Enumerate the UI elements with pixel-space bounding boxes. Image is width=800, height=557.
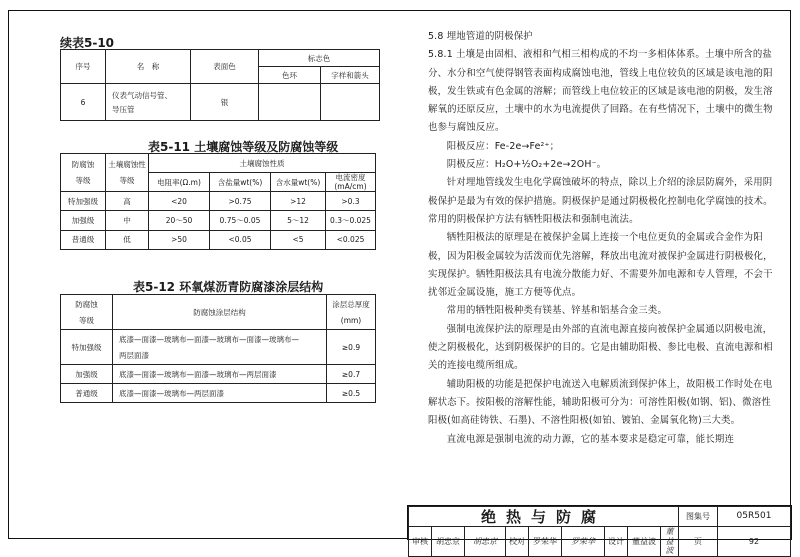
cell-grade: 加强级 — [61, 211, 106, 230]
header-props: 土壤腐蚀性质 — [149, 154, 376, 173]
cell-grade: 加强级 — [61, 365, 113, 384]
cell-resistivity: >50 — [149, 230, 210, 249]
cathode-reaction — [428, 156, 778, 174]
cell-current: >0.3 — [326, 192, 376, 211]
cell-soil: 低 — [106, 230, 149, 249]
paragraph-sacrificial-anode: 牺牲阳极法的原理是在被保护金属上连接一个电位更负的金属或合金作为阳极，因为阳极金属较为活泼而优先溶解，释放出电流对被保护金属进行阴极极化，实现保护。牺牲阳极法具有电流分散能力好、不需要外加电源和专人管理，不会干扰邻近金属设施，施工方便等优点。 — [428, 232, 773, 299]
cell-thickness: ≥0.9 — [327, 330, 376, 365]
cell-no: 6 — [61, 84, 106, 121]
cell-name-line1: 仪表气动信号管、 — [112, 90, 172, 100]
title-block — [407, 505, 792, 556]
cathode-label: 阴极反应： — [446, 159, 495, 171]
design-name: 董益波 — [628, 527, 661, 557]
cell-resistivity: 20～50 — [149, 211, 210, 230]
cell-resistivity: <20 — [149, 192, 210, 211]
cell-soil: 中 — [106, 211, 149, 230]
cell-name — [106, 84, 191, 121]
paragraph-impressed-current: 强制电流保护法的原理是由外部的直流电源直接向被保护金属通以阴极电流，使之阴极极化，达到阴极保护的目的。它是由辅助阳极、参比电极、直流电源和相关的连接电缆所组成。 — [428, 323, 773, 372]
cell-salt: >0.75 — [210, 192, 271, 211]
cell-name-line2: 导压管 — [112, 104, 135, 114]
header-soil-l1: 土壤腐蚀性 — [108, 160, 146, 169]
cell-water: <5 — [271, 230, 326, 249]
table-row — [61, 365, 376, 384]
cell-structure-l2: 两层面漆 — [119, 350, 149, 360]
header-grade — [61, 154, 106, 192]
review-label: 审核 — [409, 527, 432, 557]
table-5-12-caption: 表5-12 环氧煤沥青防腐漆涂层结构 — [133, 280, 324, 294]
cell-grade: 普通级 — [61, 384, 113, 403]
header-thickness — [327, 295, 376, 330]
cell-salt: <0.05 — [210, 230, 271, 249]
cell-current: 0.3～0.025 — [326, 211, 376, 230]
cell-thickness: ≥0.7 — [327, 365, 376, 384]
header-text-arrow: 字样和箭头 — [321, 67, 380, 84]
header-ring: 色环 — [259, 67, 321, 84]
cell-structure — [113, 330, 327, 365]
cell-current: <0.025 — [326, 230, 376, 249]
header-soil — [106, 154, 149, 192]
table-5-12 — [60, 294, 376, 403]
table-row — [61, 330, 376, 365]
atlas-label: 图集号 — [679, 507, 718, 527]
table-row — [61, 384, 376, 403]
review-name: 胡忠京 — [432, 527, 465, 557]
cell-water: >12 — [271, 192, 326, 211]
paragraph-dc-power: 直流电源是强制电流的动力源，它的基本要求是稳定可靠，能长期连 — [446, 433, 735, 445]
design-label: 设计 — [605, 527, 628, 557]
page-label: 页 — [679, 527, 718, 557]
cell-salt: 0.75～0.05 — [210, 211, 271, 230]
header-salt: 含盐量wt(%) — [210, 173, 271, 192]
cell-ring — [259, 84, 321, 121]
review-signature: 胡忠京 — [465, 527, 506, 557]
cell-thickness: ≥0.5 — [327, 384, 376, 403]
title-block-table — [408, 506, 791, 557]
header-resistivity: 电阻率(Ω.m) — [149, 173, 210, 192]
header-mark: 标志色 — [259, 50, 380, 67]
header-grade-l1: 防腐蚀 — [75, 299, 98, 309]
check-label: 校对 — [506, 527, 529, 557]
header-structure: 防腐蚀涂层结构 — [113, 295, 327, 330]
cell-water: 5～12 — [271, 211, 326, 230]
paragraph-auxiliary-anode: 辅助阳极的功能是把保护电流送入电解质流到保护体上，故阳极工作时处在电解状态下。按阳极的溶解性能，辅助阳极可分为：可溶性阳极(如钢、铝)、微溶性阳极(如高硅铸铁、石墨)、不溶性阳极(如铂、镀铂、金属氧化物)三大类。 — [428, 378, 773, 427]
header-surface: 表面色 — [191, 50, 259, 84]
cell-text-arrow — [321, 84, 380, 121]
cathode-equation: H₂O+½O₂+2e→2OH⁻。 — [494, 159, 607, 171]
header-thickness-l2: (mm) — [340, 315, 362, 325]
cell-structure-l1: 底漆—面漆—玻璃布—面漆—玻璃布—面漆—玻璃布— — [119, 334, 299, 344]
header-thickness-l1: 涂层总厚度 — [332, 299, 370, 309]
anode-reaction — [428, 138, 778, 156]
table-5-11-caption: 表5-11 土壤腐蚀等级及防腐蚀等级 — [148, 140, 339, 154]
table-row — [61, 211, 376, 230]
atlas-number: 05R501 — [718, 507, 791, 527]
table-5-11 — [60, 153, 376, 250]
check-name: 罗荣华 — [529, 527, 562, 557]
header-grade-l2: 等级 — [79, 315, 94, 325]
anode-label: 阳极反应： — [446, 140, 495, 152]
design-signature: 董益波 — [661, 527, 679, 557]
body-text — [428, 28, 778, 449]
cell-grade: 普通级 — [61, 230, 106, 249]
page-number: 92 — [718, 527, 791, 557]
cell-structure: 底漆—面漆—玻璃布—两层面漆 — [113, 384, 327, 403]
cell-grade: 特加强级 — [61, 330, 113, 365]
section-title: 5.8 埋地管道的阴极保护 — [428, 31, 533, 42]
header-current: 电流密度(mA/cm) — [326, 173, 376, 192]
cell-soil: 高 — [106, 192, 149, 211]
table-row — [61, 84, 380, 121]
anode-equation: Fe-2e→Fe²⁺； — [494, 140, 560, 152]
header-grade-l1: 防腐蚀 — [71, 160, 95, 169]
table-5-10-caption: 续表5-10 — [60, 36, 115, 50]
paragraph-anode-types: 常用的牺牲阳极种类有镁基、锌基和铝基合金三类。 — [446, 305, 668, 317]
header-no: 序号 — [61, 50, 106, 84]
paragraph-5-8-1: 5.8.1 土壤是由固相、液相和气相三相构成的不均一多相体体系。土壤中所含的盐分、水分和空气使得钢管表面构成腐蚀电池，管线上电位较负的区域是该电池的阳极，发生铁或有色金属的溶解；而管线上电位较正的区域是该电池的阴极，发生溶解氧的还原反应，土壤中的水为电流提供了回路。在有些情况下，土壤中的微生物也参与腐蚀反应。 — [428, 49, 773, 134]
table-5-10 — [60, 49, 380, 121]
header-grade-l2: 等级 — [75, 176, 91, 185]
cell-structure: 底漆—面漆—玻璃布—面漆—玻璃布—两层面漆 — [113, 365, 327, 384]
cell-grade: 特加强级 — [61, 192, 106, 211]
header-soil-l2: 等级 — [119, 176, 135, 185]
header-water: 含水量wt(%) — [271, 173, 326, 192]
header-name: 名 称 — [106, 50, 191, 84]
table-row — [61, 192, 376, 211]
table-row — [61, 230, 376, 249]
check-signature: 罗荣华 — [562, 527, 605, 557]
cell-surface: 银 — [191, 84, 259, 121]
paragraph-cathodic-protection: 针对埋地管线发生电化学腐蚀破坏的特点，除以上介绍的涂层防腐外，采用阴极保护是最为有效的保护措施。阴极保护是通过阴极极化控制电化学腐蚀的技术。常用的阴极保护方法有牺牲阳极法和强制电流法。 — [428, 177, 773, 225]
drawing-title: 绝热与防腐 — [409, 507, 679, 527]
header-grade — [61, 295, 113, 330]
